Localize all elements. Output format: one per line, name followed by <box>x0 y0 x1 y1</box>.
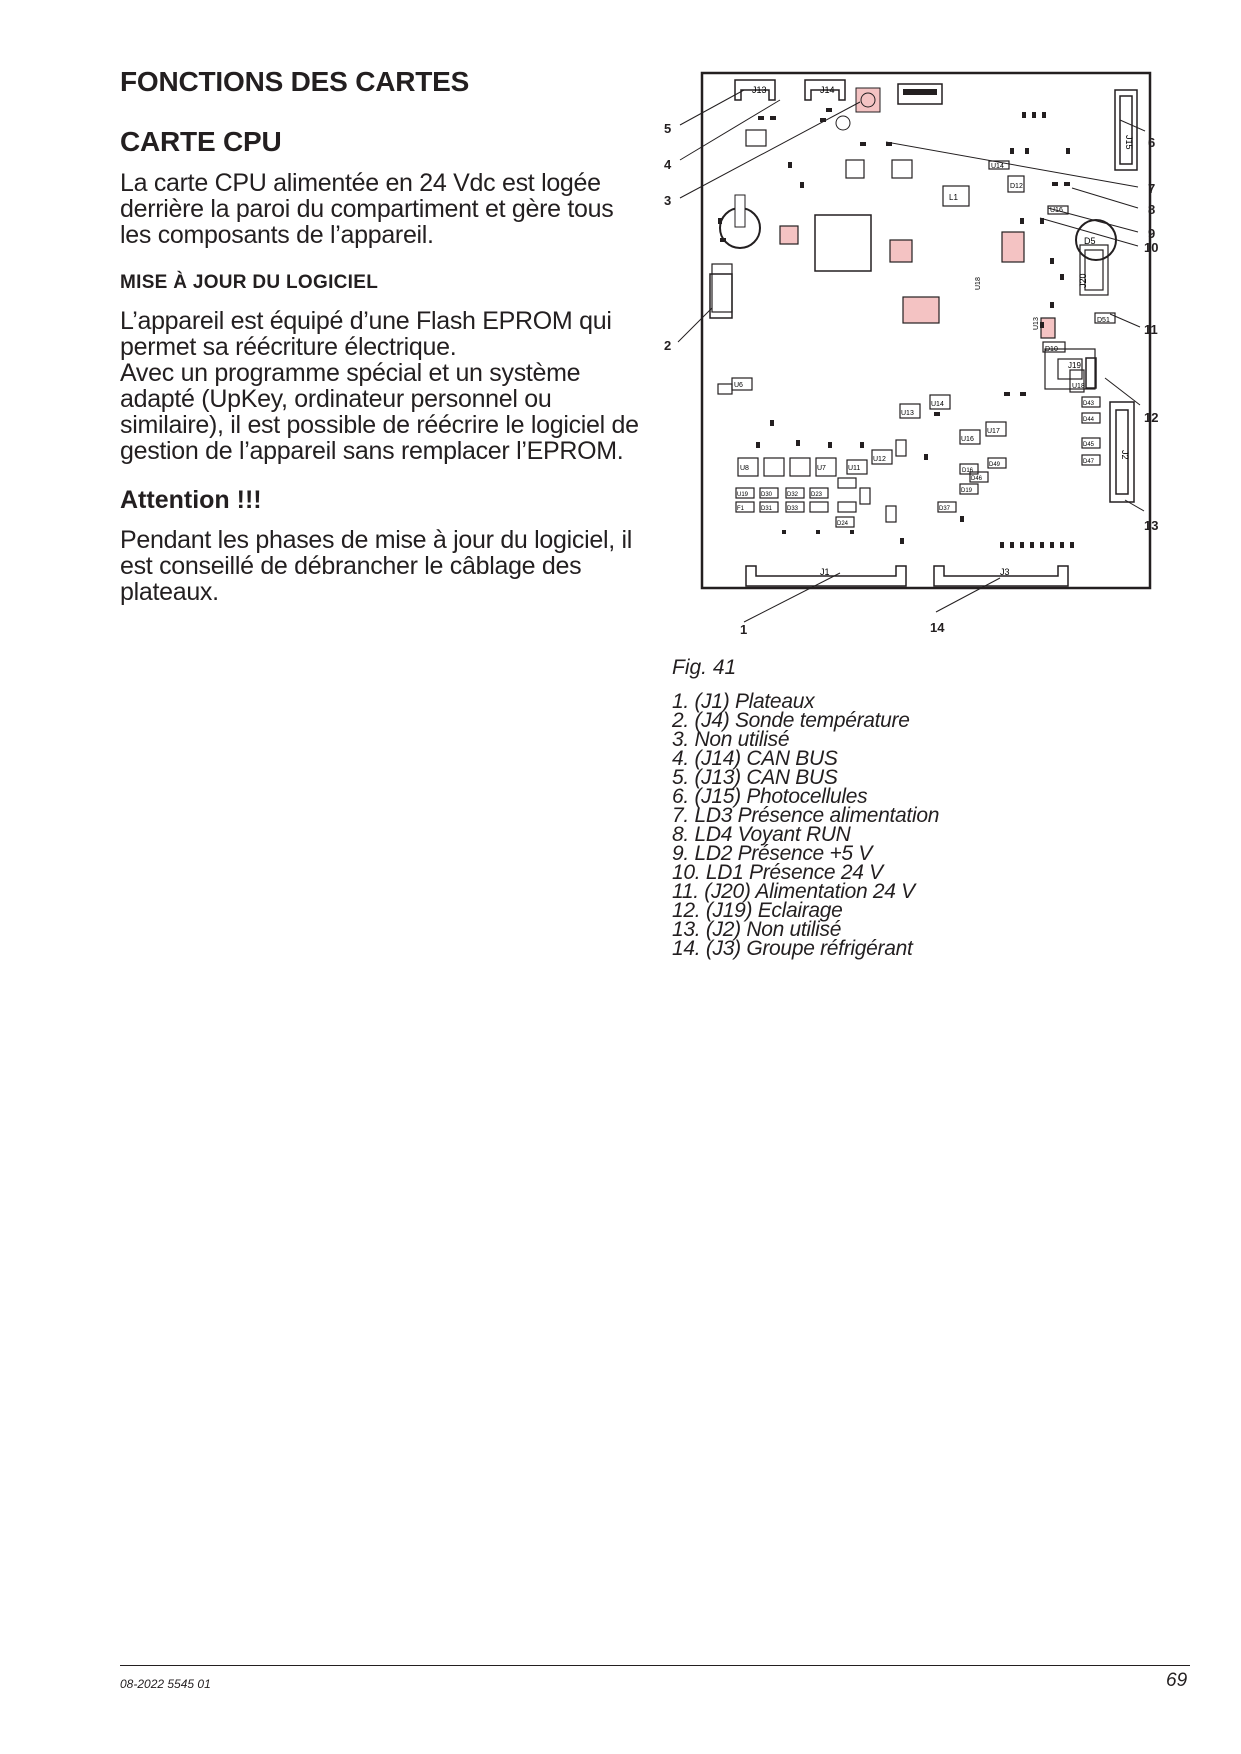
board-label: J13 <box>752 85 767 95</box>
cpu-board-diagram <box>660 60 1200 660</box>
board-label: L1 <box>949 193 958 202</box>
legend-item: 2. (J4) Sonde température <box>672 709 910 732</box>
board-label: J1 <box>820 567 830 577</box>
callout-11: 11 <box>1144 322 1158 337</box>
update-heading: MISE À JOUR DU LOGICIEL <box>120 272 379 293</box>
callout-6: 6 <box>1148 135 1156 150</box>
board-label: D47 <box>1083 459 1095 465</box>
board-label: D37 <box>939 506 951 512</box>
board-label: U6 <box>734 382 743 389</box>
board-label: D43 <box>1083 401 1095 407</box>
board-label: D31 <box>761 506 773 512</box>
board-label: D16 <box>962 468 974 474</box>
board-label: U13 <box>901 410 914 417</box>
board-label: D5 <box>1084 236 1096 246</box>
callout-2: 2 <box>664 338 672 353</box>
board-label: D46 <box>971 476 983 482</box>
board-label: D12 <box>1010 183 1023 190</box>
board-label: D23 <box>811 492 823 498</box>
update-paragraph-2: Avec un programme spécial et un système adapté (UpKey, ordinateur personnel ou similaire), il est possible de réécrire le logiciel de gestion de l’appareil sans remplacer l’EPROM. <box>120 359 639 465</box>
board-label: D45 <box>1083 442 1095 448</box>
legend-item: 11. (J20) Alimentation 24 V <box>672 880 915 903</box>
callout-9: 9 <box>1148 226 1156 241</box>
legend-item: 12. (J19) Eclairage <box>672 899 843 922</box>
footer-divider <box>120 1665 1190 1666</box>
callout-5: 5 <box>664 121 672 136</box>
board-label: J2 <box>1120 450 1130 460</box>
board-label: D51 <box>1097 317 1110 324</box>
callout-8: 8 <box>1148 202 1156 217</box>
section-title: CARTE CPU <box>120 126 282 157</box>
legend-item: 8. LD4 Voyant RUN <box>672 823 851 846</box>
board-label: J15 <box>1124 135 1134 150</box>
board-label: F1 <box>737 506 745 512</box>
figure-caption: Fig. 41 <box>672 656 737 679</box>
board-label: J20 <box>1078 273 1088 288</box>
board-label: U16 <box>1050 207 1063 214</box>
attention-title: Attention !!! <box>120 486 262 514</box>
board-label: U18 <box>975 277 982 290</box>
board-label: D33 <box>787 506 799 512</box>
callout-4: 4 <box>664 157 672 172</box>
intro-paragraph: La carte CPU alimentée en 24 Vdc est logée derrière la paroi du compartiment et gère tous les composants de l’appareil. <box>120 169 614 249</box>
board-label: J14 <box>820 85 835 95</box>
text-column <box>120 66 640 605</box>
document-code: 08-2022 5545 01 <box>120 1677 211 1691</box>
legend-item: 3. Non utilisé <box>672 728 790 751</box>
callout-10: 10 <box>1144 240 1159 255</box>
board-label: U17 <box>987 428 1000 435</box>
board-label: U11 <box>848 465 861 472</box>
board-label: D19 <box>961 488 973 494</box>
board-label: D32 <box>787 492 799 498</box>
board-label: U14 <box>931 401 944 408</box>
board-label: D30 <box>761 492 773 498</box>
page-number: 69 <box>1166 1670 1188 1691</box>
legend-item: 1. (J1) Plateaux <box>672 690 815 713</box>
figure-legend <box>672 692 939 958</box>
legend-item: 7. LD3 Présence alimentation <box>672 804 940 827</box>
legend-item: 5. (J13) CAN BUS <box>672 766 838 789</box>
board-label: U8 <box>740 465 749 472</box>
callout-13: 13 <box>1144 518 1159 533</box>
legend-item: 14. (J3) Groupe réfrigérant <box>672 937 913 960</box>
board-label: D24 <box>837 521 849 527</box>
board-label: J19 <box>1068 361 1081 370</box>
callout-12: 12 <box>1144 410 1159 425</box>
legend-item: 13. (J2) Non utilisé <box>672 918 842 941</box>
update-paragraph-1: L’appareil est équipé d’une Flash EPROM qui permet sa réécriture électrique. <box>120 307 612 361</box>
board-label: D10 <box>1045 346 1058 353</box>
callout-1: 1 <box>740 622 748 637</box>
attention-paragraph: Pendant les phases de mise à jour du logiciel, il est conseillé de débrancher le câblage des plateaux. <box>120 526 632 606</box>
board-label: U13 <box>1033 317 1040 330</box>
legend-item: 4. (J14) CAN BUS <box>672 747 838 770</box>
callout-14: 14 <box>930 620 945 635</box>
legend-item: 6. (J15) Photocellules <box>672 785 868 808</box>
legend-item: 10. LD1 Présence 24 V <box>672 861 883 884</box>
board-label: U7 <box>817 465 826 472</box>
board-label: J3 <box>1000 567 1010 577</box>
board-label: D44 <box>1083 417 1095 423</box>
board-label: D49 <box>989 462 1001 468</box>
callout-7: 7 <box>1148 181 1156 196</box>
board-label: U14 <box>991 163 1004 170</box>
board-label: U12 <box>873 456 886 463</box>
board-label: U18 <box>1072 383 1085 390</box>
legend-item: 9. LD2 Présence +5 V <box>672 842 873 865</box>
board-label: U19 <box>737 492 749 498</box>
cpu-board-figure <box>660 60 1200 660</box>
callout-3: 3 <box>664 193 672 208</box>
board-label: U16 <box>961 436 974 443</box>
page-heading: FONCTIONS DES CARTES <box>120 66 470 97</box>
